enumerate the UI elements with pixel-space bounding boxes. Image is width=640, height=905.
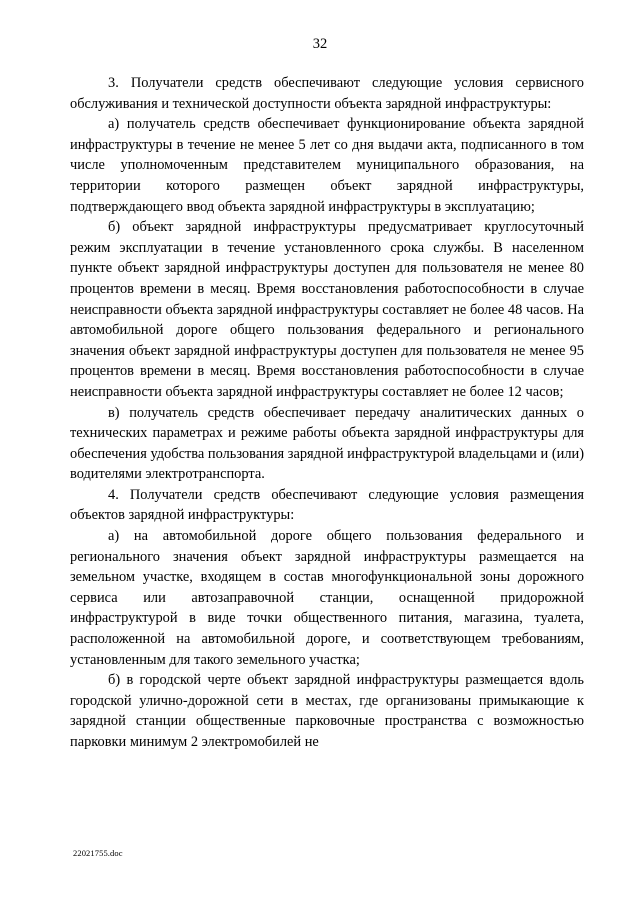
page-number: 32 <box>312 36 328 52</box>
paragraph-3b: б) объект зарядной инфраструктуры предусматривает круглосуточный режим эксплуатации в течение установленного срока службы. В населенном пункте объект зарядной инфраструктуры доступен для пользователя не менее 80 процентов времени в месяц. Время восстановления работоспособности в случае неисправности объекта зарядной инфраструктуры составляет не более 48 часов. На автомобильной дороге общего пользования федерального и регионального значения объект зарядной инфраструктуры доступен для пользователя не менее 95 процентов времени в месяц. Время восстановления работоспособности в случае неисправности объекта зарядной инфраструктуры составляет не более 12 часов; <box>70 219 584 400</box>
paragraph-4b: б) в городской черте объект зарядной инфраструктуры размещается вдоль городской улично-дорожной сети в местах, где организованы примыкающие к зарядной станции общественные парковочные пространства с возможностью парковки минимум 2 электромобилей не <box>70 672 584 750</box>
paragraph-4a: а) на автомобильной дороге общего пользования федерального и регионального значения объект зарядной инфраструктуры размещается на земельном участке, входящем в состав многофункциональной зоны дорожного сервиса или автозаправочной станции, оснащенной придорожной инфраструктурой в виде точки общественного питания, магазина, туалета, расположенной на автомобильной дороге, и соответствующем требованиям, установленным для такого земельного участка; <box>70 528 584 668</box>
paragraph-4-intro: 4. Получатели средств обеспечивают следующие условия размещения объектов зарядной инфраструктуры: <box>70 486 584 524</box>
paragraph-3c: в) получатель средств обеспечивает передачу аналитических данных о технических параметрах и режиме работы объекта зарядной инфраструктуры для обеспечения удобства пользования зарядной инфраструктурой владельцами и (или) водителями электротранспорта. <box>70 404 584 483</box>
paragraph-3a: а) получатель средств обеспечивает функционирование объекта зарядной инфраструктуры в течение не менее 5 лет со дня выдачи акта, подписанного в том числе уполномоченным представителем муниципального образования, на территории которого размещен объект зарядной инфраструктуры, подтверждающего ввод объекта зарядной инфраструктуры в эксплуатацию; <box>70 116 584 215</box>
document-body <box>70 73 584 753</box>
document-file-id: 22021755.doc <box>73 848 123 858</box>
paragraph-3-intro: 3. Получатели средств обеспечивают следующие условия сервисного обслуживания и технической доступности объекта зарядной инфраструктуры: <box>70 75 584 112</box>
